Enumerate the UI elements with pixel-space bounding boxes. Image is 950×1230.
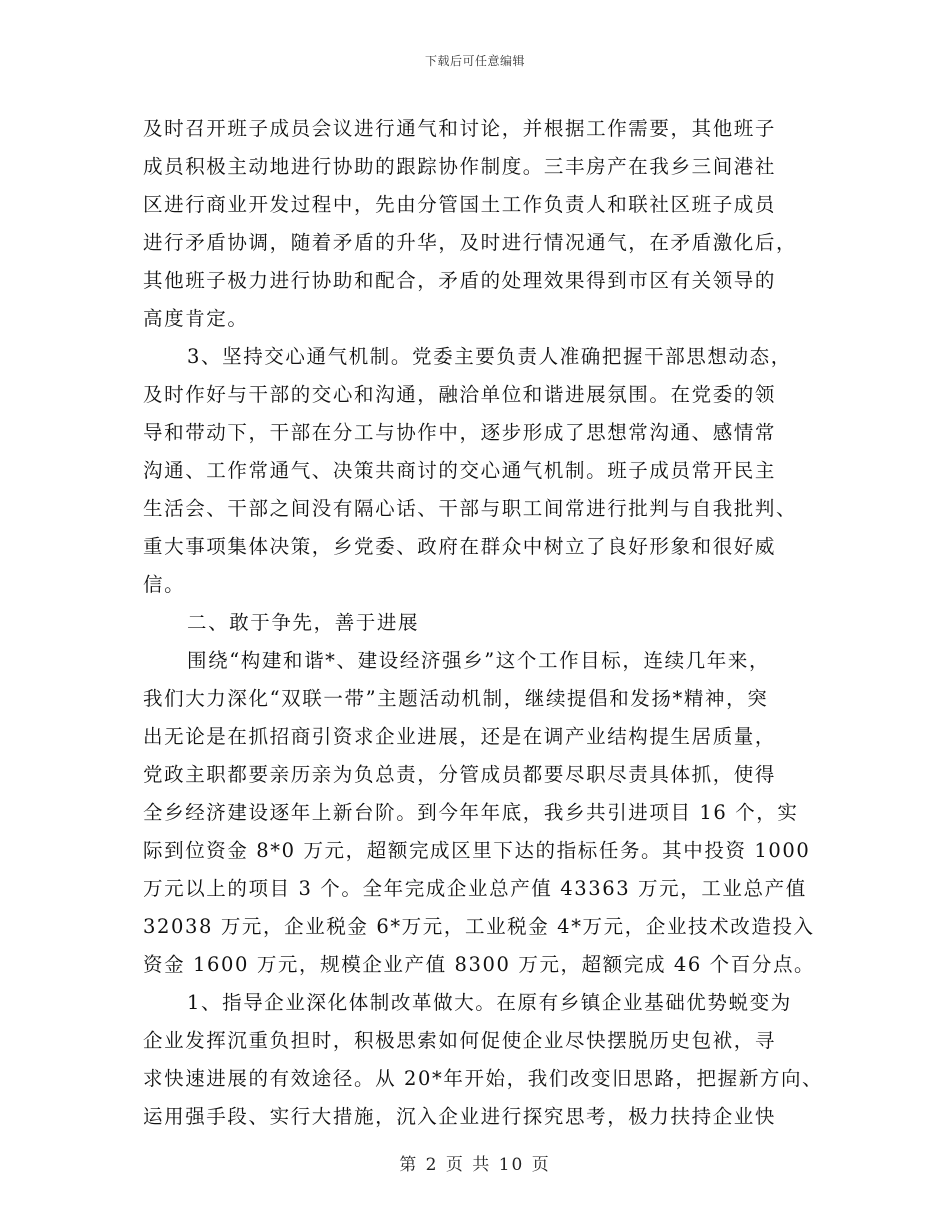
body-line: 成员积极主动地进行协助的跟踪协作制度。三丰房产在我乡三间港社 xyxy=(143,155,777,178)
body-line: 万元以上的项目 3 个。全年完成企业总产值 43363 万元，工业总产值 xyxy=(143,877,807,900)
paragraph-start-line: 1、指导企业深化体制改革做大。在原有乡镇企业基础优势蜕变为 xyxy=(187,991,792,1014)
body-line: 我们大力深化“双联一带”主题活动机制，继续提倡和发扬*精神，突 xyxy=(143,687,769,710)
body-line: 求快速进展的有效途径。从 20*年开始，我们改变旧思路，把握新方向、 xyxy=(143,1067,824,1090)
body-line: 导和带动下，干部在分工与协作中，逐步形成了思想常沟通、感情常 xyxy=(143,421,777,444)
body-line: 信。 xyxy=(143,573,186,596)
body-line: 运用强手段、实行大措施，沉入企业进行探究思考，极力扶持企业快 xyxy=(143,1105,777,1128)
body-line: 及时作好与干部的交心和沟通，融洽单位和谐进展氛围。在党委的领 xyxy=(143,383,777,406)
body-line: 区进行商业开发过程中，先由分管国土工作负责人和联社区班子成员 xyxy=(143,193,777,216)
section-heading: 二、敢于争先，善于进展 xyxy=(187,611,420,634)
body-line: 其他班子极力进行协助和配合，矛盾的处理效果得到市区有关领导的 xyxy=(143,269,777,292)
body-line: 全乡经济建设逐年上新台阶。到今年年底，我乡共引进项目 16 个，实 xyxy=(143,801,799,824)
body-line: 生活会、干部之间没有隔心话、干部与职工间常进行批判与自我批判、 xyxy=(143,497,798,520)
body-line: 及时召开班子成员会议进行通气和讨论，并根据工作需要，其他班子 xyxy=(143,117,777,140)
paragraph-start-line: 围绕“构建和谐*、建设经济强乡”这个工作目标，连续几年来， xyxy=(187,649,771,672)
paragraph-start-line: 3、坚持交心通气机制。党委主要负责人准确把握干部思想动态， xyxy=(187,345,792,368)
body-line: 企业发挥沉重负担时，积极思索如何促使企业尽快摆脱历史包袱，寻 xyxy=(143,1029,777,1052)
body-line: 党政主职都要亲历亲为负总责，分管成员都要尽职尽责具体抓，使得 xyxy=(143,763,777,786)
body-line: 重大事项集体决策，乡党委、政府在群众中树立了良好形象和很好威 xyxy=(143,535,777,558)
body-line: 高度肯定。 xyxy=(143,307,249,330)
body-line: 际到位资金 8*0 万元，超额完成区里下达的指标任务。其中投资 1000 xyxy=(143,839,811,862)
page-footer: 第 2 页 共 10 页 xyxy=(399,1155,551,1175)
body-line: 进行矛盾协调，随着矛盾的升华，及时进行情况通气，在矛盾激化后， xyxy=(143,231,798,254)
body-line: 32038 万元，企业税金 6*万元，工业税金 4*万元，企业技术改造投入 xyxy=(143,915,815,938)
document-body xyxy=(143,110,824,1136)
page-header: 下载后可任意编辑 xyxy=(424,54,525,68)
body-line: 沟通、工作常通气、决策共商讨的交心通气机制。班子成员常开民主 xyxy=(143,459,777,482)
body-line: 出无论是在抓招商引资求企业进展，还是在调产业结构提生居质量， xyxy=(143,725,777,748)
body-line: 资金 1600 万元，规模企业产值 8300 万元，超额完成 46 个百分点。 xyxy=(143,953,816,976)
